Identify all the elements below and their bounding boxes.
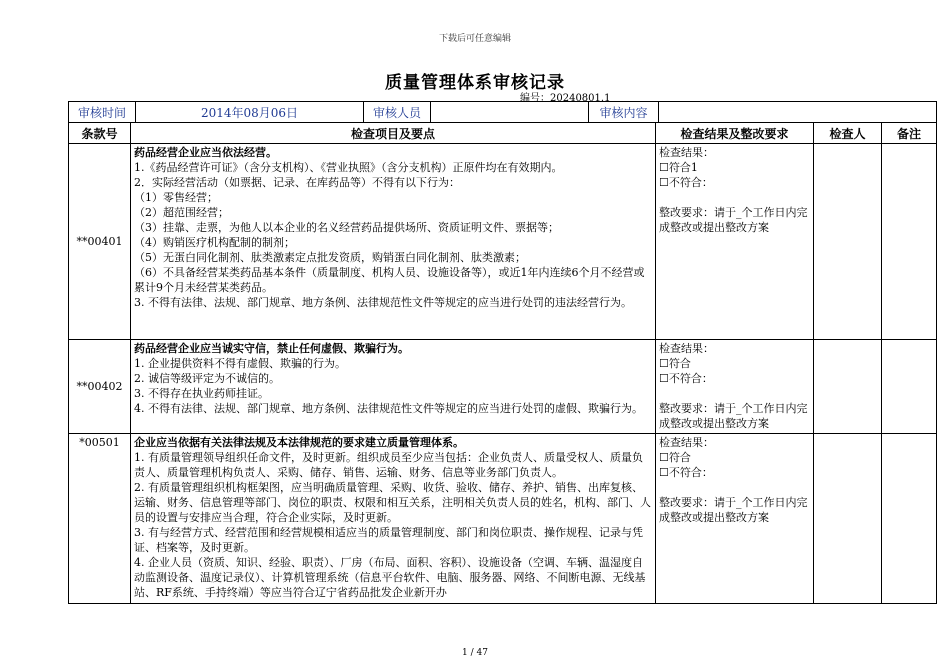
document-title: 质量管理体系审核记录 bbox=[385, 73, 565, 93]
result-spacer bbox=[659, 190, 810, 205]
check-item-line: （2）超范围经营； bbox=[134, 206, 229, 219]
audit-record-table bbox=[68, 122, 937, 604]
noncomply-checkbox[interactable]: ☐不符合： bbox=[659, 372, 713, 385]
result-cell bbox=[656, 144, 814, 340]
table-row bbox=[69, 434, 937, 604]
table-row bbox=[69, 340, 937, 434]
check-items-cell bbox=[131, 144, 656, 340]
auditor-value bbox=[431, 102, 589, 123]
clause-code: **00401 bbox=[69, 144, 131, 340]
check-item-line: （1）零售经营； bbox=[134, 191, 218, 204]
comply-checkbox[interactable]: ☐符合 bbox=[659, 357, 691, 370]
noncomply-checkbox[interactable]: ☐不符合： bbox=[659, 176, 713, 189]
check-item-line: 3. 有与经营方式、经营范围和经营规模相适应当的质量管理制度、部门和岗位职责、操作规程、记录与凭证、档案等，及时更新。 bbox=[134, 526, 643, 554]
result-label: 检查结果： bbox=[659, 146, 714, 159]
clause-code: **00402 bbox=[69, 340, 131, 434]
document-number: 编号：20240801.1 bbox=[520, 93, 611, 104]
noncomply-checkbox[interactable]: ☐不符合： bbox=[659, 466, 713, 479]
check-items-cell bbox=[131, 434, 656, 604]
table-row bbox=[69, 144, 937, 340]
rectification-requirement: 整改要求：请于_个工作日内完成整改或提出整改方案 bbox=[659, 402, 808, 430]
page-number: 1 / 47 bbox=[462, 648, 488, 658]
page-header-note: 下载后可任意编辑 bbox=[438, 34, 511, 44]
remark-cell[interactable] bbox=[882, 144, 937, 340]
audit-time-value: 2014年08月06日 bbox=[136, 102, 364, 123]
check-item-title: 药品经营企业应当诚实守信，禁止任何虚假、欺骗行为。 bbox=[134, 342, 409, 355]
result-label: 检查结果： bbox=[659, 342, 714, 355]
audit-content-label: 审核内容 bbox=[589, 102, 659, 123]
check-item-line: 3. 不得有法律、法规、部门规章、地方条例、法律规范性文件等规定的应当进行处罚的违法经营行为。 bbox=[134, 296, 632, 309]
table-header-row bbox=[69, 123, 937, 144]
auditor-label: 审核人员 bbox=[364, 102, 431, 123]
result-label: 检查结果： bbox=[659, 436, 714, 449]
result-cell bbox=[656, 434, 814, 604]
result-spacer bbox=[659, 386, 810, 401]
check-item-line: （5）无蛋白同化制剂、肽类激素定点批发资质，购销蛋白同化制剂、肽类激素； bbox=[134, 251, 526, 264]
check-item-line: 4. 不得有法律、法规、部门规章、地方条例、法律规范性文件等规定的应当进行处罚的虚假、欺骗行为。 bbox=[134, 402, 643, 415]
audit-meta-table bbox=[68, 101, 937, 123]
remark-cell[interactable] bbox=[882, 434, 937, 604]
column-header-items: 检查项目及要点 bbox=[131, 123, 656, 144]
rectification-requirement: 整改要求：请于_个工作日内完成整改或提出整改方案 bbox=[659, 496, 808, 524]
column-header-code: 条款号 bbox=[69, 123, 131, 144]
check-items-cell bbox=[131, 340, 656, 434]
audit-time-label: 审核时间 bbox=[69, 102, 136, 123]
inspector-cell[interactable] bbox=[814, 144, 882, 340]
check-item-line: 3. 不得存在执业药师挂证。 bbox=[134, 387, 269, 400]
check-item-line: 1. 有质量管理领导组织任命文件，及时更新。组织成员至少应当包括：企业负责人、质量受权人、质量负责人、质量管理机构负责人、采购、储存、销售、运输、财务、信息等业务部门负责人。 bbox=[134, 451, 643, 479]
check-item-line: 4. 企业人员（资质、知识、经验、职责）、厂房（布局、面积、容积）、设施设备（空调、车辆、温湿度自动监测设备、温度记录仪）、计算机管理系统（信息平台软件、电脑、服务器、网络、不间断电源、无线基站、RF系统、手持终端）等应当符合辽宁省药品批发企业新开办 bbox=[134, 556, 646, 599]
check-item-line: （3）挂靠、走票，为他人以本企业的名义经营药品提供场所、资质证明文件、票据等； bbox=[134, 221, 559, 234]
audit-content-value bbox=[659, 102, 937, 123]
clause-code: *00501 bbox=[69, 434, 131, 604]
check-item-line: 2. 诚信等级评定为不诚信的。 bbox=[134, 372, 280, 385]
comply-checkbox[interactable]: ☐符合 bbox=[659, 451, 691, 464]
result-spacer bbox=[659, 480, 810, 495]
comply-checkbox[interactable]: ☐符合1 bbox=[659, 161, 698, 174]
check-item-line: 1.《药品经营许可证》（含分支机构）、《营业执照》（含分支机构）正原件均在有效期内。 bbox=[134, 161, 563, 174]
check-item-title: 药品经营企业应当依法经营。 bbox=[134, 146, 277, 159]
rectification-requirement: 整改要求：请于_个工作日内完成整改或提出整改方案 bbox=[659, 206, 808, 234]
check-item-title: 企业应当依据有关法律法规及本法律规范的要求建立质量管理体系。 bbox=[134, 436, 464, 449]
column-header-inspector: 检查人 bbox=[814, 123, 882, 144]
check-item-line: （6）不具备经营某类药品基本条件（质量制度、机构人员、设施设备等），或近1年内连续6个月不经营或累计9个月未经营某类药品。 bbox=[134, 266, 645, 294]
column-header-remark: 备注 bbox=[882, 123, 937, 144]
check-item-line: 1. 企业提供资料不得有虚假、欺骗的行为。 bbox=[134, 357, 346, 370]
inspector-cell[interactable] bbox=[814, 340, 882, 434]
check-item-line: 2．实际经营活动（如票据、记录、在库药品等）不得有以下行为： bbox=[134, 176, 460, 189]
check-item-line: 2. 有质量管理组织机构框架图，应当明确质量管理、采购、收货、验收、储存、养护、销售、出库复核、运输、财务、信息管理等部门、岗位的职责、权限和相互关系，注明相关负责人员的姓名，机构、部门、人员的设置与安排应当合理，符合企业实际，及时更新。 bbox=[134, 481, 651, 524]
check-item-line: （4）购销医疗机构配制的制剂； bbox=[134, 236, 295, 249]
remark-cell[interactable] bbox=[882, 340, 937, 434]
result-cell bbox=[656, 340, 814, 434]
column-header-result: 检查结果及整改要求 bbox=[656, 123, 814, 144]
inspector-cell[interactable] bbox=[814, 434, 882, 604]
